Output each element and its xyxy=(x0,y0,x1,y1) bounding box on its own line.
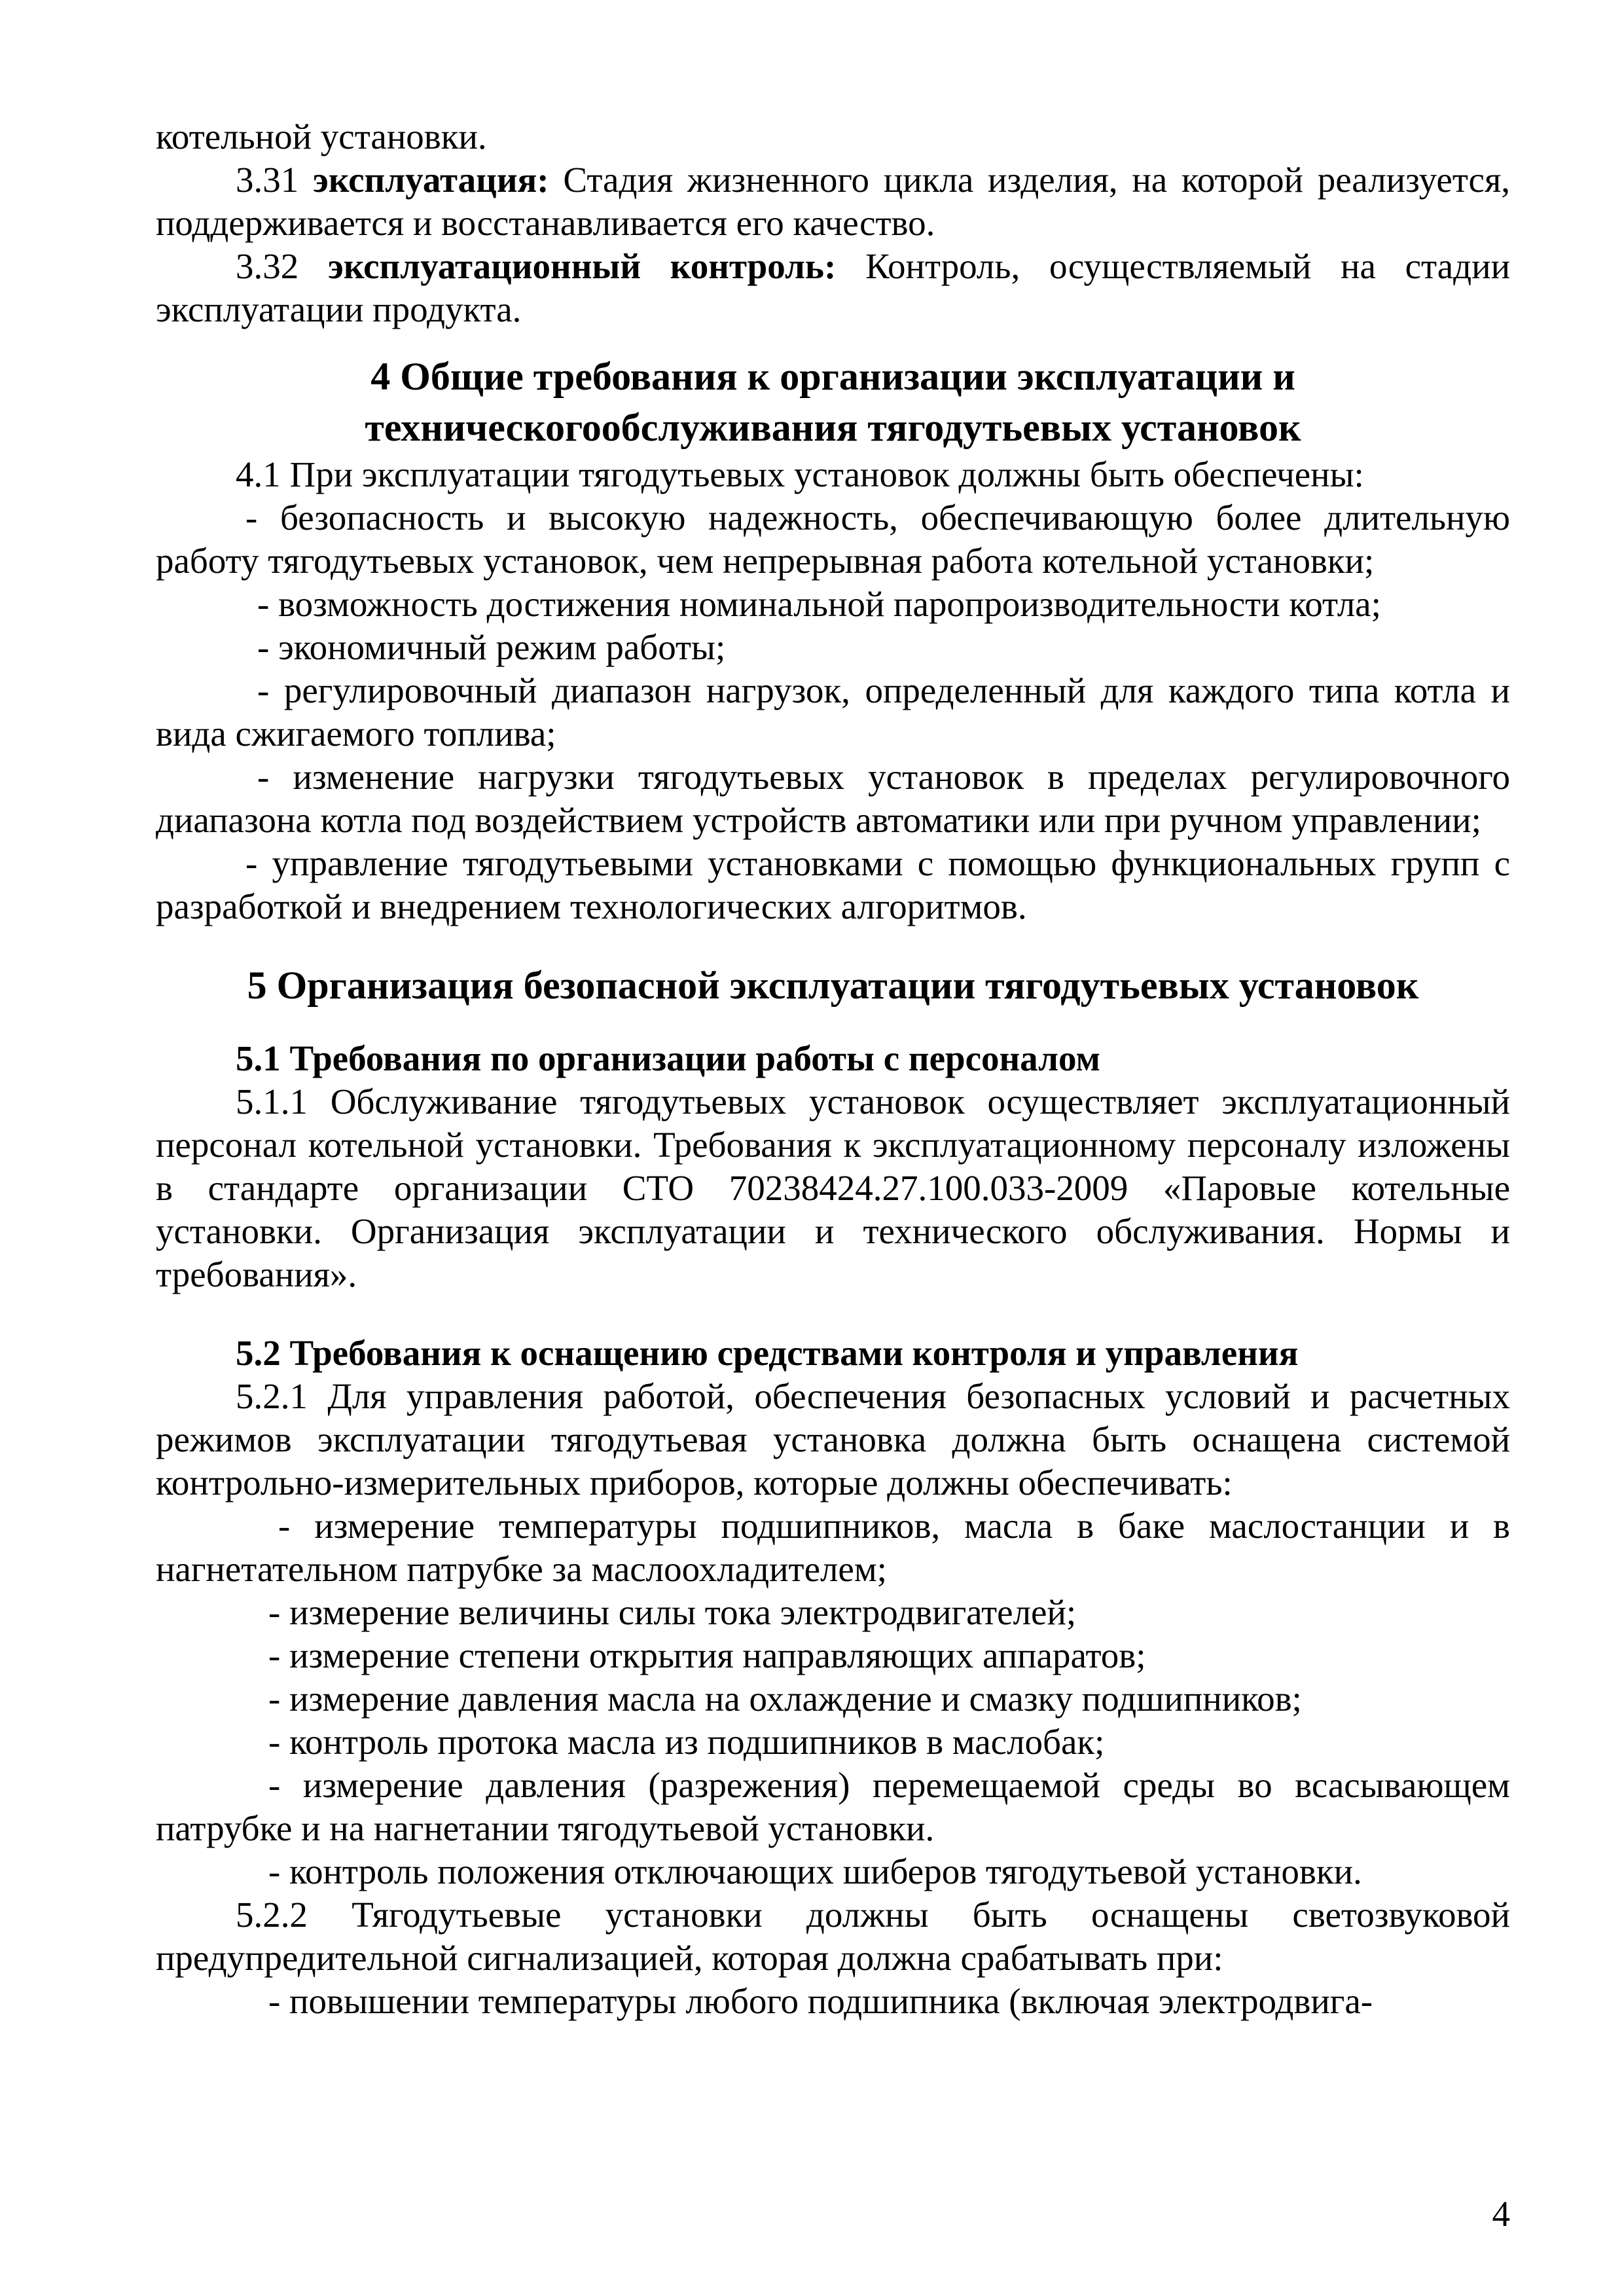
document-page xyxy=(156,115,1510,2023)
list-item: - безопасность и высокую надежность, обеспечивающую более длительную работу тягодутьевых установок, чем непрерывная работа котельной установки; xyxy=(156,498,1510,581)
section-5-heading: 5 Организация безопасной эксплуатации тягодутьевых установок xyxy=(247,964,1419,1007)
list-item: - измерение величины силы тока электродвигателей; xyxy=(268,1592,1077,1632)
list-item: - измерение давления (разрежения) перемещаемой среды во всасывающем патрубке и на нагнетании тягодутьевой установки. xyxy=(156,1765,1510,1848)
list-item: - контроль положения отключающих шиберов тягодутьевой установки. xyxy=(268,1851,1362,1891)
paragraph-5-2-2: 5.2.2 Тягодутьевые установки должны быть оснащены светозвуковой предупредительной сигнализацией, которая должна срабатывать при: xyxy=(156,1895,1510,1978)
list-item: - изменение нагрузки тягодутьевых установок в пределах регулировочного диапазона котла под воздействием устройств автоматики или при ручном управлении; xyxy=(156,757,1510,840)
term: эксплуатационный контроль: xyxy=(328,246,837,286)
subsection-5-2-heading: 5.2 Требования к оснащению средствами контроля и управления xyxy=(236,1333,1299,1373)
list-item: - измерение температуры подшипников, масла в баке маслостанции и в нагнетательном патрубке за маслоохладителем; xyxy=(156,1506,1510,1589)
section-4-heading: 4 Общие требования к организации эксплуатации и техническогообслуживания тягодутьевых установок xyxy=(365,355,1301,449)
paragraph-4-1: 4.1 При эксплуатации тягодутьевых установок должны быть обеспечены: xyxy=(236,454,1364,494)
subsection-5-1-heading: 5.1 Требования по организации работы с персоналом xyxy=(236,1038,1100,1078)
definition-3-32: 3.32 эксплуатационный контроль: Контроль, осуществляемый на стадии эксплуатации продукта. xyxy=(156,246,1511,329)
paragraph-5-2-1: 5.2.1 Для управления работой, обеспечения безопасных условий и расчетных режимов эксплуатации тягодутьевая установка должна быть оснащена системой контрольно-измерительных приборов, которые должны обеспечивать: xyxy=(156,1376,1510,1503)
list-item: - повышении температуры любого подшипника (включая электродвига- xyxy=(268,1981,1373,2021)
definition-3-31: 3.31 эксплуатация: Стадия жизненного цикла изделия, на которой реализуется, поддерживается и восстанавливается его качество. xyxy=(156,160,1510,243)
page-number: 4 xyxy=(1492,2194,1510,2234)
list-item: - измерение давления масла на охлаждение и смазку подшипников; xyxy=(268,1679,1302,1719)
list-item: - управление тягодутьевыми установками с помощью функциональных групп с разработкой и внедрением технологических алгоритмов. xyxy=(156,843,1510,926)
paragraph-5-1-1: 5.1.1 Обслуживание тягодутьевых установок осуществляет эксплуатационный персонал котельной установки. Требования к эксплуатационному персоналу изложены в стандарте организации СТО 70238424.27.100.033-2009 «Паровые котельные установки. Организация эксплуатации и технического обслуживания. Нормы и требования». xyxy=(156,1082,1510,1294)
list-item: - регулировочный диапазон нагрузок, определенный для каждого типа котла и вида сжигаемого топлива; xyxy=(156,670,1510,754)
list-item: - контроль протока масла из подшипников в маслобак; xyxy=(268,1722,1105,1762)
term: эксплуатация: xyxy=(313,160,549,200)
text-line: котельной установки. xyxy=(156,117,487,156)
list-item: - измерение степени открытия направляющих аппаратов; xyxy=(268,1635,1146,1675)
list-item: - возможность достижения номинальной паропроизводительности котла; xyxy=(257,584,1381,624)
list-item: - экономичный режим работы; xyxy=(257,627,726,667)
